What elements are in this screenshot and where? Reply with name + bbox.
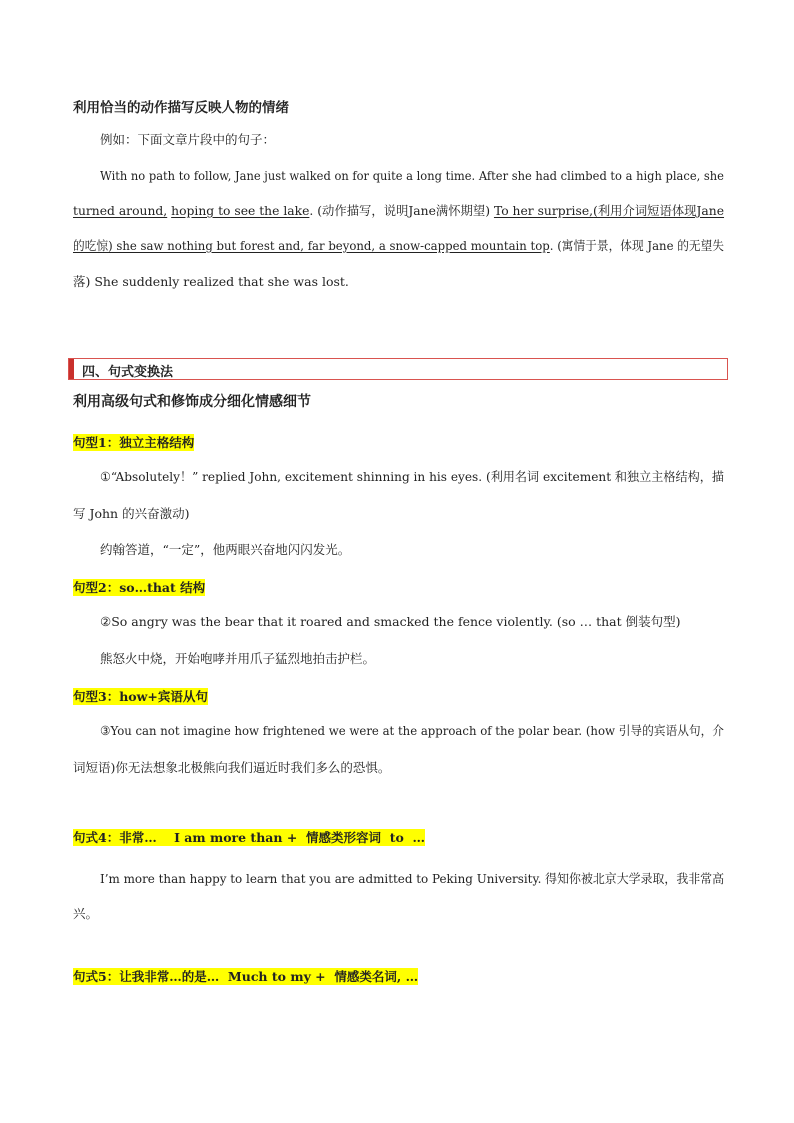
- pattern-example-cont: 写 John 的兴奋激动): [73, 506, 190, 521]
- intro-heading: 利用恰当的动作描写反映人物的情绪: [73, 100, 289, 116]
- pattern-translation: 熊怒火中烧，开始咆哮并用爪子猛烈地拍击护栏。: [100, 651, 376, 666]
- pattern-example: ③You can not imagine how frightened we were at the approach of the polar bear. (how 引导的宾语从句，介: [100, 723, 725, 738]
- underlined-phrase: hoping to see the lake: [171, 203, 310, 218]
- section-marker: [69, 359, 74, 379]
- passage-line-3: [73, 237, 724, 255]
- pattern-translation: 约翰答道，“一定”，他两眼兴奋地闪闪发光。: [100, 542, 351, 557]
- passage-line-2: [73, 202, 724, 220]
- pattern-example: I’m more than happy to learn that you are admitted to Peking University. 得知你被北京大学录取，我非常高: [100, 871, 725, 886]
- pattern-example: ②So angry was the bear that it roared and smacked the fence violently. (so … that 倒装句型): [100, 614, 681, 629]
- underlined-phrase: 的吃惊) she saw nothing but forest and, far beyond, a snow-capped mountain top: [73, 238, 550, 253]
- pattern-label: 句型1：独立主格结构: [73, 435, 195, 450]
- pattern-label: 句式5：让我非常…的是… Much to my + 情感类名词, …: [73, 969, 419, 984]
- pattern-example-cont: 兴。: [73, 906, 99, 921]
- passage-line-1: With no path to follow, Jane just walked on for quite a long time. After she had climbed to a high place, she: [100, 168, 724, 183]
- pattern-label: 句式4：非常… I am more than + 情感类形容词 to …: [73, 830, 426, 845]
- pattern-label: 句型2：so…that 结构: [73, 580, 206, 595]
- underlined-phrase: turned around,: [73, 203, 168, 218]
- example-label: 例如：下面文章片段中的句子：: [100, 132, 276, 147]
- pattern-label: 句型3：how+宾语从句: [73, 689, 208, 704]
- annotation: . (寓情于景，体现 Jane 的无望失: [549, 238, 724, 253]
- annotation: (利用介词短语体现Jane: [593, 203, 725, 218]
- section-subtitle: 利用高级句式和修饰成分细化情感细节: [73, 394, 311, 410]
- annotation: . (动作描写，说明Jane满怀期望): [309, 203, 491, 218]
- pattern-example-cont: 词短语)你无法想象北极熊向我们逼近时我们多么的恐惧。: [73, 760, 391, 775]
- section-header: [68, 358, 728, 380]
- underlined-phrase: To her surprise,: [493, 203, 594, 218]
- section-title: 四、句式变换法: [82, 365, 174, 380]
- passage-line-4: 落) She suddenly realized that she was lost.: [73, 274, 349, 289]
- pattern-example: ①“Absolutely！” replied John, excitement shinning in his eyes. (利用名词 excitement 和独立主格结构，描: [100, 469, 724, 484]
